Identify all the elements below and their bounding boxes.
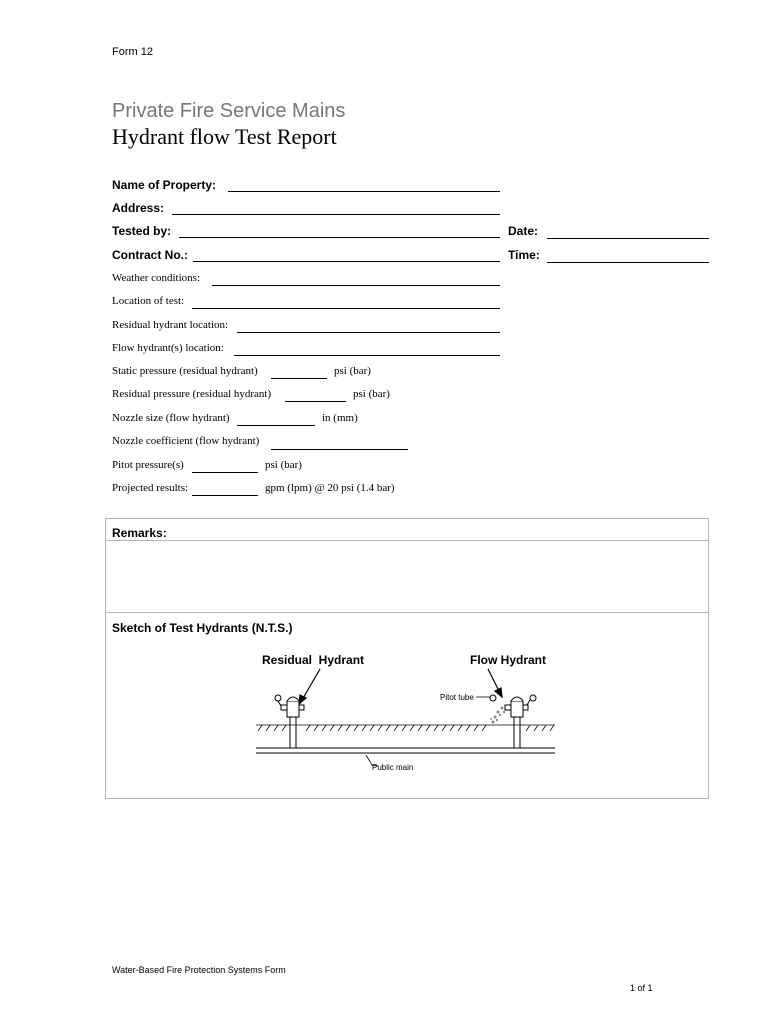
- name-of-property-field[interactable]: [228, 191, 500, 192]
- nozzle-size-label: Nozzle size (flow hydrant): [112, 412, 230, 424]
- residual-pressure-unit: psi (bar): [353, 388, 390, 400]
- flow-arrow: [488, 669, 502, 697]
- location-of-test-label: Location of test:: [112, 295, 185, 307]
- nozzle-size-field[interactable]: [237, 425, 315, 426]
- public-main-label: Public main: [372, 763, 414, 772]
- residual-pressure-field[interactable]: [285, 401, 346, 402]
- nozzle-size-unit: in (mm): [322, 412, 358, 424]
- static-pressure-label: Static pressure (residual hydrant): [112, 365, 258, 377]
- address-field[interactable]: [172, 214, 500, 215]
- residual-pressure-label: Residual pressure (residual hydrant): [112, 388, 272, 400]
- sketch-divider: [105, 612, 709, 613]
- footer-text: Water-Based Fire Protection Systems Form: [112, 965, 286, 975]
- sketch-heading: Sketch of Test Hydrants (N.T.S.): [112, 621, 293, 635]
- flow-hydrant-icon: [490, 695, 536, 717]
- hydrant-sketch: [250, 645, 560, 780]
- date-field[interactable]: [547, 238, 709, 239]
- time-label: Time:: [508, 248, 540, 262]
- public-main-pipe: [256, 748, 555, 753]
- name-of-property-label: Name of Property:: [112, 178, 217, 192]
- form-subtitle: Private Fire Service Mains: [112, 100, 346, 122]
- projected-results-unit: gpm (lpm) @ 20 psi (1.4 bar): [265, 482, 395, 494]
- time-field[interactable]: [547, 262, 709, 263]
- date-label: Date:: [508, 224, 539, 238]
- form-title: Hydrant flow Test Report: [112, 124, 337, 149]
- remarks-divider: [105, 540, 709, 541]
- contract-no-field[interactable]: [193, 261, 500, 262]
- pitot-pressure-label: Pitot pressure(s): [112, 459, 184, 471]
- tested-by-field[interactable]: [179, 237, 500, 238]
- nozzle-coefficient-label: Nozzle coefficient (flow hydrant): [112, 435, 260, 447]
- static-pressure-field[interactable]: [271, 378, 327, 379]
- flow-hydrants-location-field[interactable]: [234, 355, 500, 356]
- tested-by-label: Tested by:: [112, 224, 172, 238]
- ground-hatch: [256, 725, 555, 731]
- weather-conditions-label: Weather conditions:: [112, 272, 201, 284]
- remarks-field[interactable]: [107, 542, 707, 611]
- residual-hydrant-location-label: Residual hydrant location:: [112, 319, 229, 331]
- pitot-pressure-field[interactable]: [192, 472, 258, 473]
- flow-hydrants-location-label: Flow hydrant(s) location:: [112, 342, 224, 354]
- location-of-test-field[interactable]: [192, 308, 500, 309]
- weather-conditions-field[interactable]: [212, 285, 500, 286]
- residual-hydrant-location-field[interactable]: [237, 332, 500, 333]
- contract-no-label: Contract No.:: [112, 248, 188, 262]
- flow-hydrant-label: Flow Hydrant: [470, 653, 547, 667]
- nozzle-coefficient-field[interactable]: [271, 449, 408, 450]
- address-label: Address:: [112, 201, 165, 215]
- projected-results-label: Projected results:: [112, 482, 189, 494]
- projected-results-field[interactable]: [192, 495, 258, 496]
- pitot-pressure-unit: psi (bar): [265, 459, 302, 471]
- residual-arrow: [299, 669, 320, 704]
- form-number: Form 12: [112, 46, 153, 58]
- pitot-tube-label: Pitot tube: [440, 693, 474, 702]
- static-pressure-unit: psi (bar): [334, 365, 371, 377]
- page-number: 1 of 1: [630, 983, 653, 993]
- remarks-heading: Remarks:: [112, 526, 167, 540]
- hydrant-risers: [290, 715, 520, 748]
- water-stream: [490, 707, 505, 724]
- residual-hydrant-label: Residual Hydrant: [262, 653, 365, 667]
